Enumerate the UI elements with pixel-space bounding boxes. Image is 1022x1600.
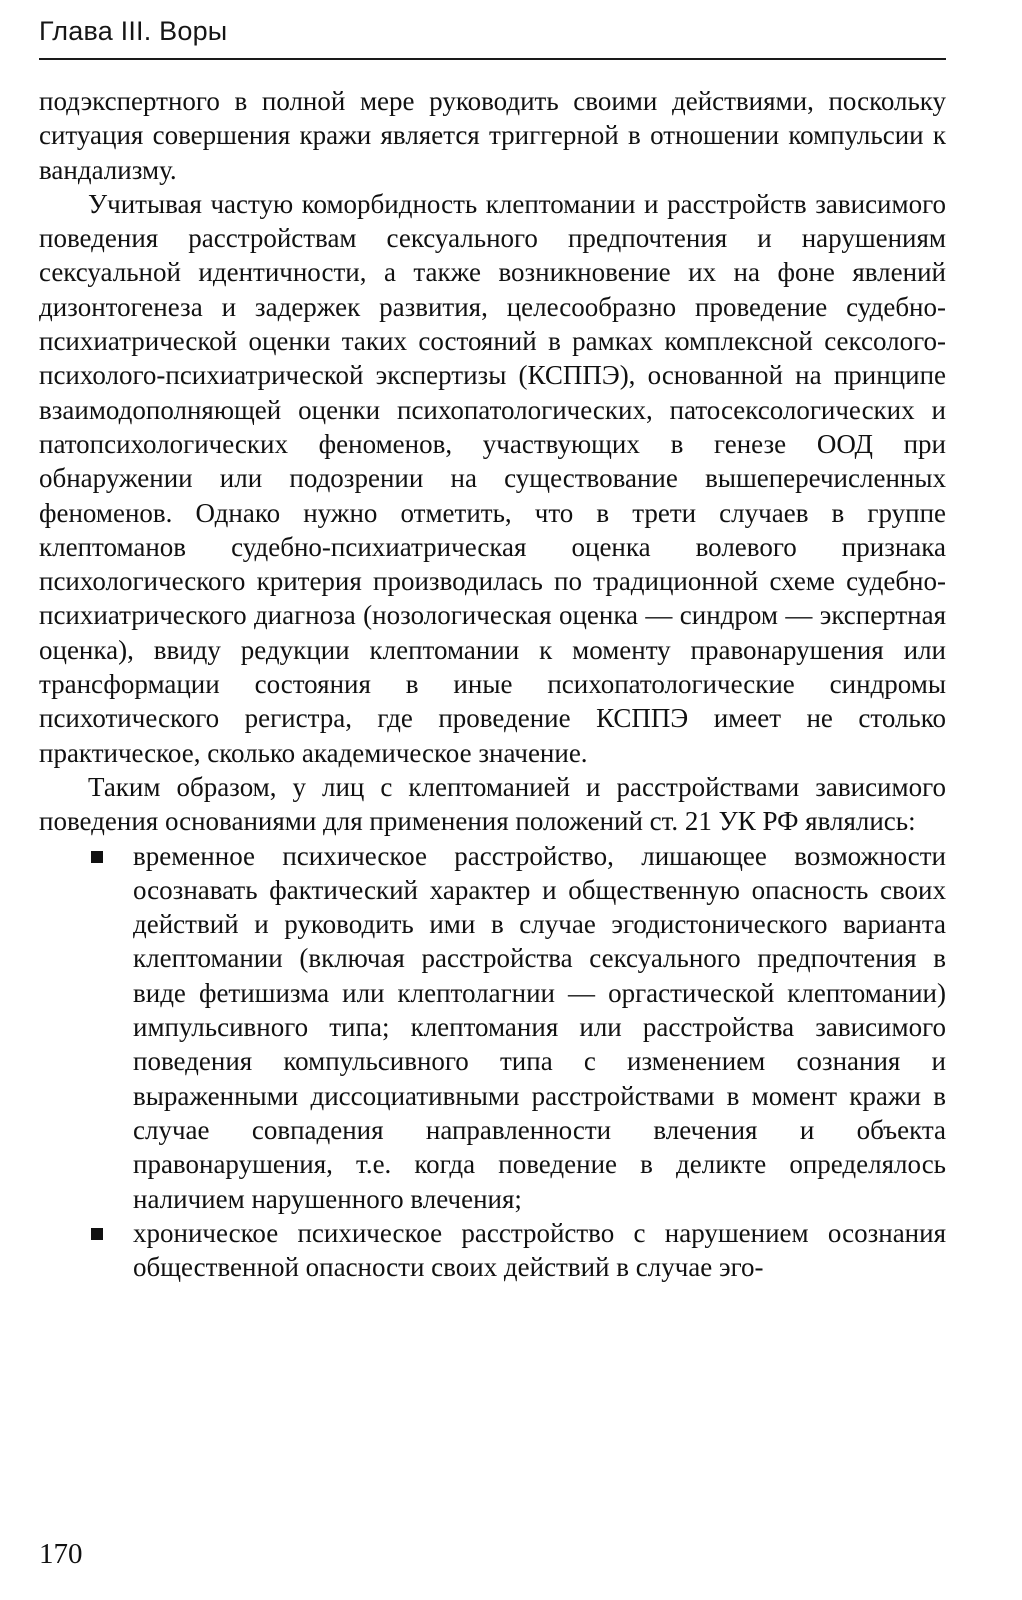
- body-text: [39, 84, 946, 1284]
- square-bullet-icon: [91, 851, 103, 863]
- square-bullet-icon: [91, 1228, 103, 1240]
- paragraph-comorbidity: Учитывая частую коморбидность клептомании и расстройств зависимого поведения расстройствам сексуального предпочтения и нарушениям сексуальной идентичности, а также возникновение их на фоне явлений дизонтогенеза и задержек развития, целесообразно проведение судебно-психиатрической оценки таких состояний в рамках комплексной сексолого-психолого-психиатрической экспертизы (КСППЭ), основанной на принципе взаимодополняющей оценки психопатологических, патосексологических и патопсихологических феноменов, участвующих в генезе ООД при обнаружении или подозрении на существование вышеперечисленных феноменов. Однако нужно отметить, что в трети случаев в группе клептоманов судебно-психиатрическая оценка волевого признака психологического критерия производилась по традиционной схеме судебно-психиатрического диагноза (нозологическая оценка — синдром — экспертная оценка), ввиду редукции клептомании к моменту правонарушения или трансформации состояния в иные психопатологические синдромы психотического регистра, где проведение КСППЭ имеет не столько практическое, сколько академическое значение.: [39, 188, 946, 768]
- list-item: [39, 839, 946, 1216]
- paragraph-continuation: подэкспертного в полной мере руководить своими действиями, поскольку ситуация совершения кражи является триггерной в отношении компульсии к вандализму.: [39, 86, 946, 185]
- page-number: 170: [39, 1538, 83, 1570]
- list-item-text: хроническое психическое расстройство с нарушением осознания общественной опасности своих действий в случае эго-: [133, 1217, 946, 1283]
- list-item-text: временное психическое расстройство, лишающее возможности осознавать фактический характер и общественную опасность своих действий и руководить ими в случае эгодистонического варианта клептомании (включая расстройства сексуального предпочтения в виде фетишизма или клептолагнии — оргастической клептомании) импульсивного типа; клептомания или расстройства зависимого поведения компульсивного типа с изменением сознания и выраженными диссоциативными расстройствами в момент кражи в случае совпадения направленности влечения и объекта правонарушения, т.е. когда поведение в деликте определялось наличием нарушенного влечения;: [133, 840, 946, 1214]
- grounds-list: [39, 839, 946, 1285]
- list-item: [39, 1216, 946, 1285]
- running-head: Глава III. Воры: [39, 16, 228, 46]
- paragraph-grounds-intro: Таким образом, у лиц с клептоманией и расстройствами зависимого поведения основаниями для применения положений ст. 21 УК РФ являлись:: [39, 771, 946, 837]
- header-divider: [39, 58, 946, 60]
